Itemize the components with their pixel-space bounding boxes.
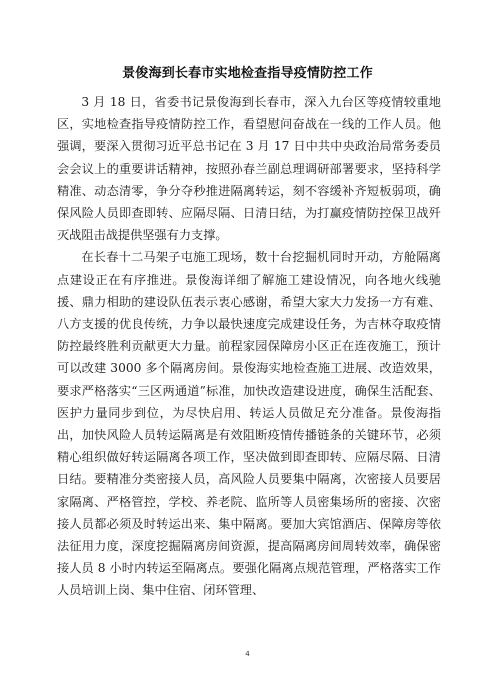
document-title: 景俊海到长春市实地检查指导疫情防控工作	[122, 66, 373, 81]
paragraph-1: 3 月 18 日，省委书记景俊海到长春市，深入九台区等疫情较重地区，实地检查指导疫情防控工作，看望慰问奋战在一线的工作人员。他强调，要深入贯彻习近平总书记在 3 月 17 日中共中央政治局常务委员会会议上的重要讲话精神，按照孙春兰副总理调研部署要求，坚持科学精准、动态清零，争分夺秒推进隔离转运，刻不容缓补齐短板弱项，确保风险人员即查即转、应隔尽隔、日清日结，为打赢疫情防控保卫战歼灭战阻击战提供坚强有力支撑。	[57, 95, 441, 243]
page-number: 4	[245, 650, 250, 658]
document-body	[57, 91, 441, 602]
paragraph-2: 在长春十二马架子屯施工现场，数十台挖掘机同时开动，方舱隔离点建设正在有序推进。景俊海详细了解施工建设情况，向各地火线驰援、鼎力相助的建设队伍表示衷心感谢，希望大家大力发扬一方有难、八方支援的优良传统，力争以最快速度完成建设任务，为吉林夺取疫情防控最终胜利贡献更大力量。前程家园保障房小区正在连夜施工，预计可以改建 3000 多个隔离房间。景俊海实地检查施工进展、改造效果，要求严格落实“三区两通道”标准，加快改造建设进度，确保生活配套、医护力量同步到位，为尽快启用、转运人员做足充分准备。景俊海指出，加快风险人员转运隔离是有效阻断疫情传播链条的关键环节，必须精心组织做好转运隔离各项工作，坚决做到即查即转、应隔尽隔、日清日结。要精准分类密接人员，高风险人员要集中隔离，次密接人员要居家隔离、严格管控，学校、养老院、监所等人员密集场所的密接、次密接人员都必须及时转运出来、集中隔离。要加大宾馆酒店、保障房等依法征用力度，深度挖掘隔离房间资源，提高隔离房间周转效率，确保密接人员 8 小时内转运至隔离点。要强化隔离点规范管理，严格落实工作人员培训上岗、集中住宿、闭环管理、	[57, 250, 441, 598]
